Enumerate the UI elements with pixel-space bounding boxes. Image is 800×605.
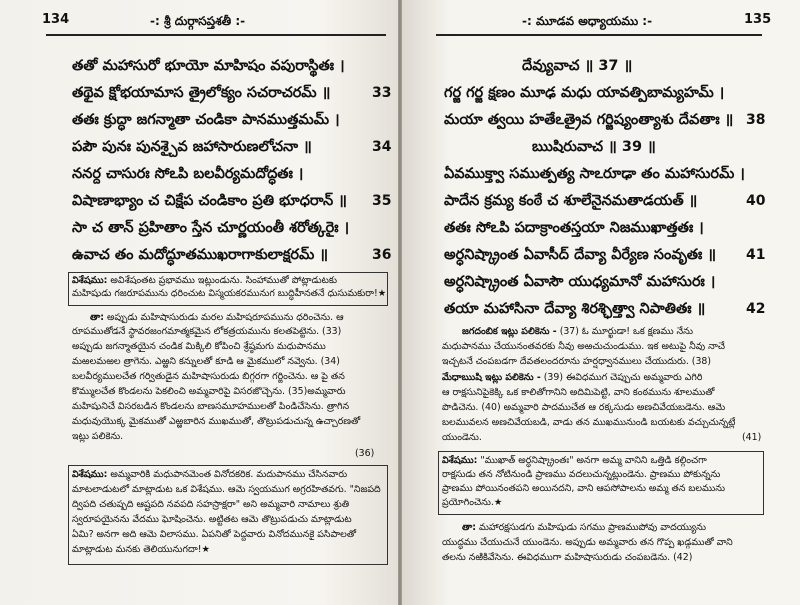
verse-line: తథైవ క్షోభయామాస త్రైలోక్యం సచరాచరమ్ ॥ 33 bbox=[72, 85, 392, 101]
para-end-number: (41) bbox=[742, 432, 762, 443]
para-line: యుండెను. bbox=[442, 432, 482, 443]
para-line: మఱలమఱల త్రాగెను. ఎఱ్ఱని కన్నులతో కూడి ఆ మైకములో నవ్వెను. (34) bbox=[72, 356, 340, 367]
para-line: మహిషునిచే విసరబడిన కొండలను బాణసమూహములతో పిండిచేసెను. త్రాగిన bbox=[72, 401, 350, 412]
note-line: మాట్లాడుట మనకు తెలియునుగదా!★ bbox=[72, 544, 210, 555]
verse-line: తతః సోఽపి పదాక్రాంతస్తయా నిజముఖాత్తతః । bbox=[444, 220, 704, 236]
para-line: అప్పుడు జగన్మాతయైన చండిక మిక్కిలి కోపించి శ్రేష్ఠమగు మధుపానము bbox=[72, 341, 326, 352]
verse-line: పపౌ పునః పునశ్చైవ జహాసారుణలోచనా ॥ 34 bbox=[72, 139, 392, 155]
verse-number: 42 bbox=[746, 301, 766, 317]
verse-line: ఏవముక్త్వా సముత్పత్య సాఽరూఢా తం మహాసురమ్ । bbox=[444, 166, 745, 182]
verse-line: విషాణాభ్యాం చ చిక్షేప చండికాం ప్రతి భూధరాన్ ॥ 35 bbox=[72, 193, 392, 209]
verse-heading: దేవ్యువాచ ॥ 37 ॥ bbox=[522, 58, 633, 74]
verse-line: తయా మహాసినా దేవ్యా శిరశ్ఛిత్త్వా నిపాతితః ॥ 42 bbox=[444, 301, 766, 317]
verse-line: మయా త్వయి హతేఽత్రైవ గర్జిష్యంత్యాశు దేవతాః ॥ 38 bbox=[444, 112, 766, 128]
note-line: ఏమి? అనగా అది ఆమె విలాసము. ఏపనితో పెద్దవారు వినోదమునకై పసిపాలతో bbox=[72, 529, 356, 540]
header-rule bbox=[46, 34, 386, 36]
right-page-header bbox=[402, 12, 800, 34]
para-line: రూపముతోడనే స్థావరజంగమాత్మకమైన లోకత్రయమును కలతపెట్టెను. (33) bbox=[72, 326, 342, 337]
verse-number: 40 bbox=[746, 193, 766, 209]
verse-line: తతో మహాసురో భూయో మాహిషం వపురాస్థితః । bbox=[72, 58, 345, 74]
header-rule bbox=[436, 34, 762, 36]
para-line: కొమ్ములచేత కొండలను పెకలించి అమ్మవారిపై విసరజొచ్చెను. (35)అమ్మవారు bbox=[72, 386, 346, 397]
running-title: -: శ్రీ దుర్గాసప్తశతీ :- bbox=[150, 14, 246, 28]
note-line: విశేషము: అమ్మవారికి మధుపానమెంత వినోదకరిక. మదుపానము చేసినవారు bbox=[72, 469, 348, 480]
para-line: తలను నఱికివేసెను. ఈవిధముగా మహిషాసురుడు చంపబడెను. (42) bbox=[442, 552, 693, 563]
para-line: మేధాఋషి ఇట్లు పలికెను - (39) ఈవిధముగ చెప్పుచు అమ్మవారు ఎగిరి bbox=[442, 372, 703, 383]
verse-number: 38 bbox=[746, 112, 766, 128]
para-line: జగదంబిక ఇట్లు పలికెను - (37) ఓ మూర్ఖుడా! ఒక క్షణము నేను bbox=[462, 326, 693, 337]
verse-line: అర్ధనిష్క్రాంత ఏవాసౌ యుధ్యమానో మహాసురః । bbox=[444, 274, 716, 290]
page-number: 135 bbox=[744, 12, 772, 27]
note-line: ప్రాణము పోయినంతపని అయినదని, వాని ఆపసోపాలను అమ్మ తన బలమును bbox=[442, 483, 726, 494]
note-line: స్వరూపయైనను వేదము ఘోషించెను. అట్టితట ఆమె తొట్రుపడుచు మాట్లాడుట bbox=[72, 514, 352, 525]
note-line: మహిషుడు గజరూపమును ధరించుట విస్మయకరమునుగ బుద్ధిహీనతనే ధుసుమకురా!★ bbox=[72, 288, 387, 299]
verse-line: పాదేన క్రమ్య కంఠే చ శూలేనైనమతాడయత్ ॥ 40 bbox=[444, 193, 766, 209]
para-line: తా: అప్పుడు మహిషాసురుడు మరల మహిషరూపమును ధరించెను. ఆ bbox=[90, 312, 344, 323]
verse-line: ననర్ద చాసురః సోఽపి బలవీర్యమదోద్ధతః । bbox=[72, 166, 304, 182]
para-line: మధుపానము చేయునంతవరకు నీవు అఱచుచుండుము. ఇక అటుపై నీవు నాచే bbox=[442, 341, 725, 352]
para-line: ఆ రాక్షసునిపైకెక్కి ఒక కాలితోగానిని అదిమిపెట్టి, వాని కంఠమును శూలముతో bbox=[442, 387, 715, 398]
verse-number: 41 bbox=[746, 247, 766, 263]
verse-number: 35 bbox=[372, 193, 392, 209]
para-line: బలమువలన అణచివేయబడి, వాడు తన ముఖమునుండి బయటకు వచ్చుచున్నట్లే bbox=[442, 417, 736, 428]
para-end-number: (36) bbox=[355, 448, 375, 459]
verse-line: సా చ తాన్ ప్రహితాం స్తేన చూర్ణయంతీ శరోత్కరైః । bbox=[72, 220, 350, 236]
verse-line: అర్ధనిష్క్రాంత ఏవాసీద్ దేవ్యా వీర్యేణ సంవృతః ॥ 41 bbox=[444, 247, 766, 263]
verse-line: గర్జ గర్జ క్షణం మూఢ మధు యావత్పిబామ్యహమ్ । bbox=[444, 85, 725, 101]
right-page bbox=[402, 0, 800, 605]
note-line: విశేషము: అవిశేషంతట ప్రభావము ఇట్లుండును. సింహాముతో పోట్లాడుటకు bbox=[72, 275, 338, 286]
verse-line: తతః క్రుద్ధా జగన్మాతా చండికా పానముత్తమమ్ । bbox=[72, 112, 340, 128]
verse-number: 34 bbox=[372, 139, 392, 155]
verse-number: 33 bbox=[372, 85, 392, 101]
para-line: మధువుయొక్క మైకముతో ఎఱ్ఱబారిన ముఖముతో, తొట్రుపడుచున్న ఉచ్చారణతో bbox=[72, 416, 361, 427]
note-line: ద్విపది చతుష్పది ఆష్టపది నవపది సహస్రాక్షరా" అని అమ్మవారి నామాలు శ్రుతి bbox=[72, 499, 350, 510]
para-line: బలవీర్యములచేత గర్వితుడైన మహిషాసురుడు బిగ్గరగా గర్జించెను. ఆ పై తన bbox=[72, 371, 345, 382]
left-page-header bbox=[0, 12, 398, 34]
para-line: తా: మహారక్షసుడగు మహిషుడు సగము ప్రాణముపోవు వాదయ్యును bbox=[462, 522, 707, 533]
para-line: పొడిచెను. (40) అమ్మవారి పాదముచేత ఆ రక్కసుడు అణచివేయబడెను. ఆమె bbox=[442, 402, 726, 413]
note-line: రాక్షసుడు తన నోటినుండి ప్రాణము వదలుచున్నట్లుండెను. ప్రాణము పోకున్నను bbox=[442, 469, 721, 480]
note-line: మాటలాడుటలో మాట్లాడుట ఒక విశేషము. ఆమె స్వయముగ అగ్రరహితవగు. "నిజపది bbox=[72, 484, 381, 495]
verse-number: 36 bbox=[372, 247, 392, 263]
running-title: -: మూడవ అధ్యాయము :- bbox=[522, 14, 653, 28]
note-line: విశేషము: "ముఖాత్ అర్ధనిష్క్రాంతః" అనగా అమ్మ వానిని ఒత్తిడి కల్గించగా bbox=[442, 455, 707, 466]
note-line: ప్రయోగించెను.★ bbox=[442, 497, 503, 508]
verse-heading: ఋషిరువాచ ॥ 39 ॥ bbox=[532, 139, 656, 155]
para-line: ఇట్లు పలికెను. bbox=[72, 431, 124, 442]
para-line: యుద్ధము చేయుచునే యుండెను. అప్పుడు అమ్మవారు తన గొప్ప ఖడ్గముతో వాని bbox=[442, 537, 733, 548]
para-line: ఇచ్చటనే చంపబడగా దేవతలందరూను హర్షధ్వానములు చేయుదురు. (38) bbox=[442, 356, 712, 367]
verse-line: ఉవాచ తం మదోద్ధూతముఖరాగాకులాక్షరమ్ ॥ 36 bbox=[72, 247, 392, 263]
page-number: 134 bbox=[42, 12, 70, 27]
left-page bbox=[0, 0, 398, 605]
